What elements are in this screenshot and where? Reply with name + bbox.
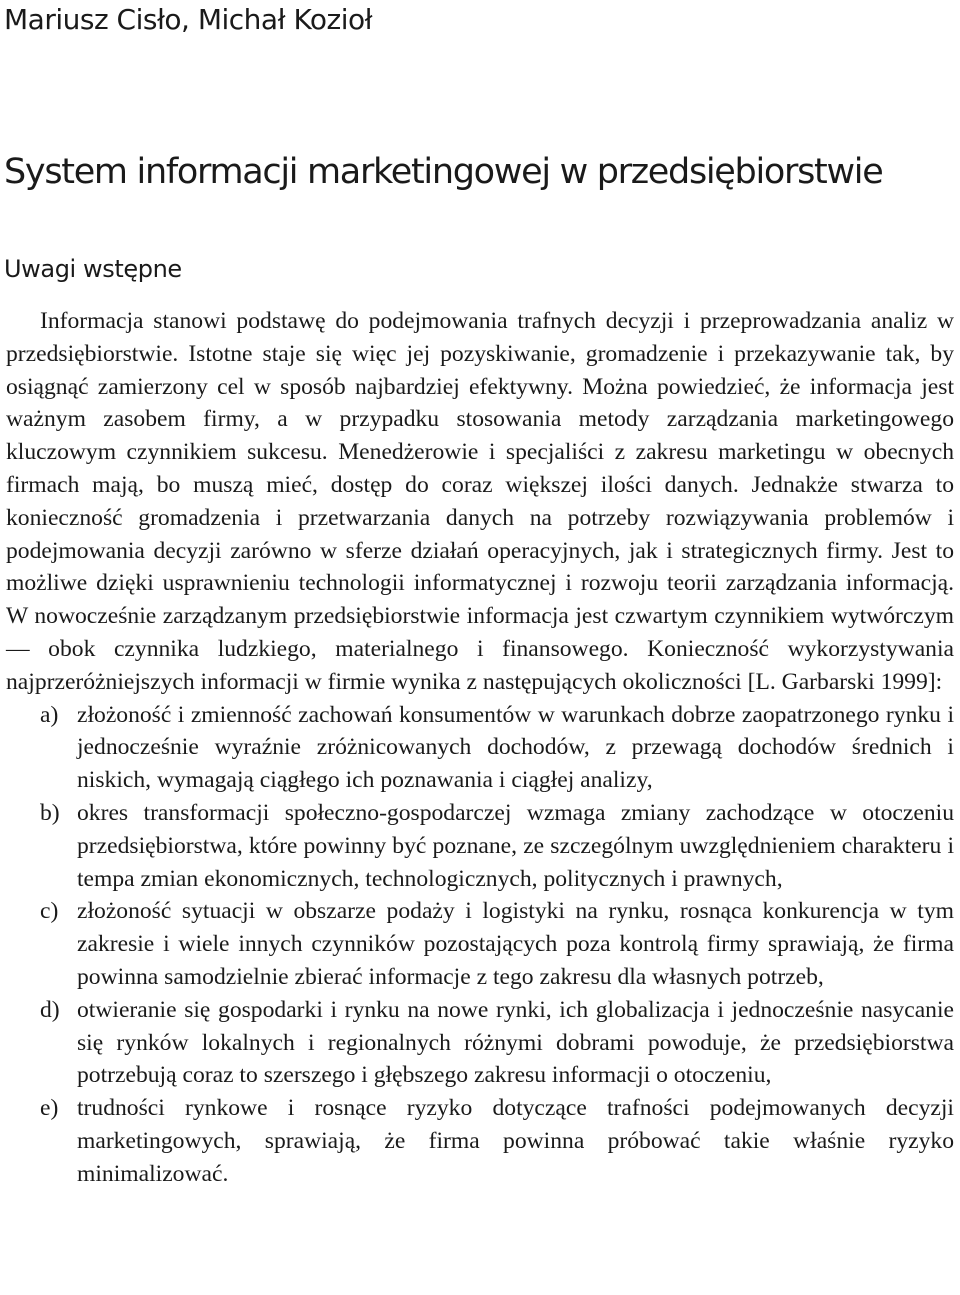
- list-item-d: [6, 994, 954, 1092]
- list-marker: b): [40, 799, 60, 826]
- list-marker: c): [40, 898, 59, 925]
- list-marker: a): [40, 701, 59, 728]
- list-item-text: złożoność i zmienność zachowań konsumentów w warunkach dobrze zaopatrzonego rynku i jednocześnie wyraźnie zróżnicowanych dochodów, z przewagą dochodów średnich i niskich, wymagają ciągłego ich poznawania i ciągłej analizy,: [77, 701, 954, 794]
- list-item-text: trudności rynkowe i rosnące ryzyko dotyczące trafności podejmowanych decyzji marketingowych, sprawiają, że firma powinna próbować takie właśnie ryzyko minimalizować.: [77, 1095, 954, 1187]
- list-marker: d): [40, 996, 60, 1023]
- section-heading: Uwagi wstępne: [4, 255, 182, 283]
- list-item-c: [6, 895, 954, 993]
- list-item-a: [6, 699, 954, 797]
- intro-paragraph: Informacja stanowi podstawę do podejmowania trafnych decyzji i przeprowadzania analiz w przedsiębiorstwie. Istotne staje się więc jej pozyskiwanie, gromadzenie i przekazywanie tak, by osiągnąć zamierzony cel w sposób najbardziej efektywny. Można powiedzieć, że informacja jest ważnym zasobem firmy, a w przypadku stosowania metody zarządzania marketingowego kluczowym czynnikiem sukcesu. Menedżerowie i specjaliści z zakresu marketingu w obecnych firmach mają, bo muszą mieć, dostęp do coraz większej ilości danych. Jednakże stwarza to konieczność gromadzenia i przetwarzania danych na potrzeby rozwiązywania problemów i podejmowania decyzji zarówno w sferze działań operacyjnych, jak i strategicznych firmy. Jest to możliwe dzięki usprawnieniu technologii informatycznej i rozwoju teorii zarządzania informacją. W nowocześnie zarządzanym przedsiębiorstwie informacja jest czwartym czynnikiem wytwórczym — obok czynnika ludzkiego, materialnego i finansowego. Konieczność wykorzystywania najprzeróżniejszych informacji w firmie wynika z następujących okoliczności [L. Garbarski 1999]:: [6, 308, 954, 695]
- list-item-e: [6, 1092, 954, 1190]
- list-item-text: złożoność sytuacji w obszarze podaży i logistyki na rynku, rosnąca konkurencja w tym zakresie i wiele innych czynników pozostających poza kontrolą firmy sprawiają, że firma powinna samodzielnie zbierać informacje z tego zakresu dla własnych potrzeb,: [77, 898, 954, 990]
- article-title: System informacji marketingowej w przedsiębiorstwie: [4, 152, 883, 192]
- list-item-text: okres transformacji społeczno-gospodarczej wzmaga zmiany zachodzące w otoczeniu przedsiębiorstwa, które powinny być poznane, ze szczególnym uwzględnieniem charakteru i tempa zmian ekonomicznych, technologicznych, politycznych i prawnych,: [77, 799, 954, 892]
- circumstances-list: [6, 699, 954, 1191]
- list-item-b: [6, 797, 954, 895]
- list-item-text: otwieranie się gospodarki i rynku na nowe rynki, ich globalizacja i jednocześnie nasycanie się rynków lokalnych i regionalnych różnymi dobrami powoduje, że przedsiębiorstwa potrzebują coraz to szerszego i głębszego zakresu informacji o otoczeniu,: [77, 996, 954, 1089]
- authors: Mariusz Cisło, Michał Kozioł: [4, 3, 373, 36]
- list-marker: e): [40, 1095, 59, 1122]
- article-body: [6, 305, 954, 1191]
